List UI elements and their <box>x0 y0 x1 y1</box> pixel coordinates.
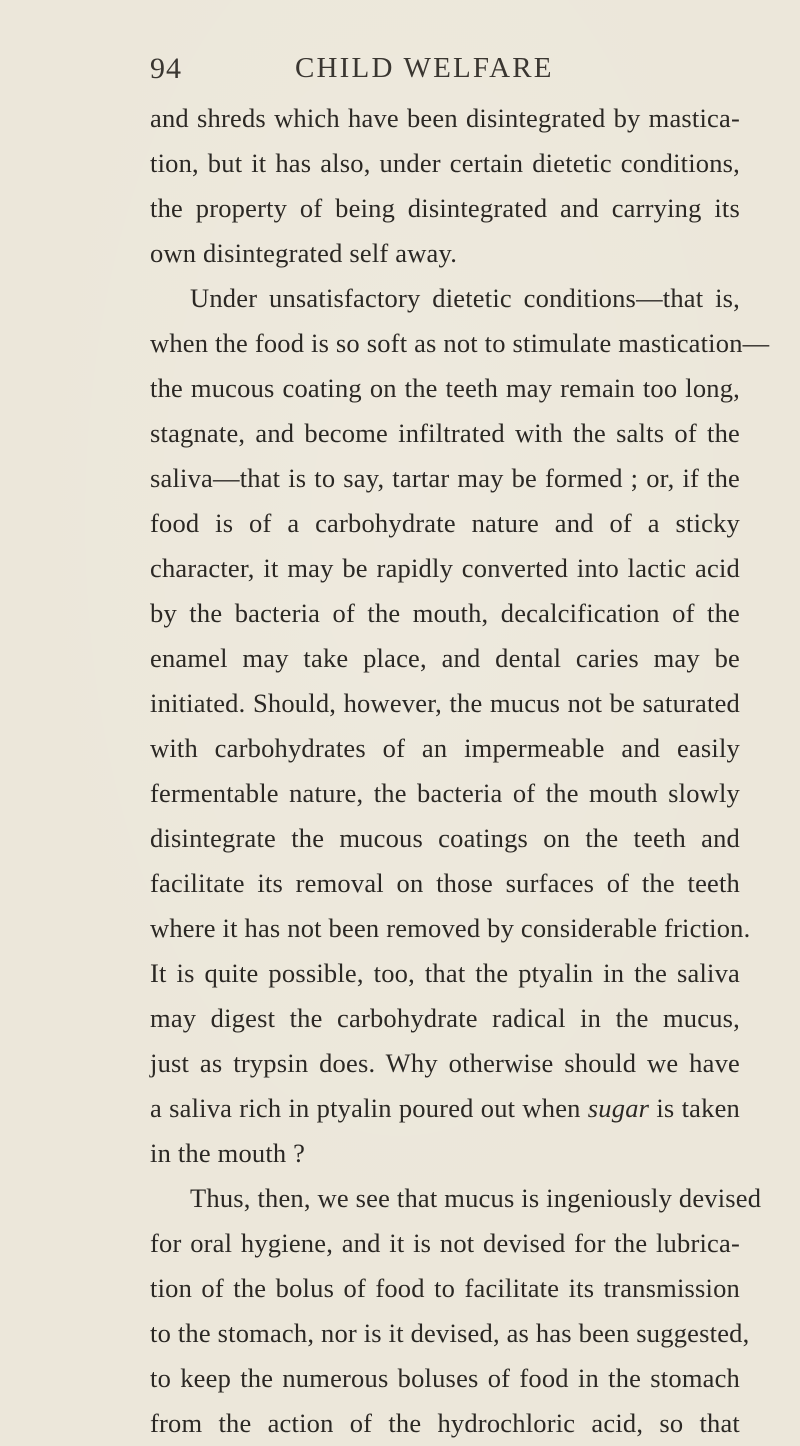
text-line: Under unsatisfactory dietetic conditions—that is, <box>190 283 740 313</box>
text-line: food is of a carbohydrate nature and of a sticky <box>150 508 740 538</box>
text-line: saliva—that is to say, tartar may be formed ; or, if the <box>150 463 740 493</box>
text-line: character, it may be rapidly converted into lactic acid <box>150 553 740 583</box>
text-line: facilitate its removal on those surfaces of the teeth <box>150 868 740 898</box>
text-line: in the mouth ? <box>150 1138 306 1168</box>
text-segment: a saliva rich in ptyalin poured out when <box>150 1093 581 1123</box>
text-line: It is quite possible, too, that the ptyalin in the saliva <box>150 958 740 988</box>
text-line: by the bacteria of the mouth, decalcification of the <box>150 598 740 628</box>
body-text <box>150 96 770 1446</box>
text-line: disintegrate the mucous coatings on the teeth and <box>150 823 740 853</box>
text-line <box>150 1086 740 1131</box>
text-line: to keep the numerous boluses of food in the stomach <box>150 1363 740 1393</box>
running-head: CHILD WELFARE <box>295 52 554 84</box>
italic-word: sugar <box>587 1093 650 1123</box>
text-line: just as trypsin does. Why otherwise should we have <box>150 1048 740 1078</box>
text-line: enamel may take place, and dental caries may be <box>150 643 740 673</box>
text-line: fermentable nature, the bacteria of the mouth slowly <box>150 778 740 808</box>
text-line: and shreds which have been disintegrated by mastica- <box>150 103 740 133</box>
text-line: Thus, then, we see that mucus is ingeniously devised <box>190 1183 762 1213</box>
text-line: tion of the bolus of food to facilitate its transmission <box>150 1273 740 1303</box>
text-line: when the food is so soft as not to stimulate mastication— <box>150 328 770 358</box>
text-line: with carbohydrates of an impermeable and easily <box>150 733 740 763</box>
text-line: tion, but it has also, under certain dietetic conditions, <box>150 148 740 178</box>
text-line: initiated. Should, however, the mucus not be saturated <box>150 688 740 718</box>
text-line: the mucous coating on the teeth may remain too long, <box>150 373 740 403</box>
text-line: to the stomach, nor is it devised, as has been suggested, <box>150 1318 750 1348</box>
text-line: from the action of the hydrochloric acid, so that <box>150 1408 740 1438</box>
text-line: own disintegrated self away. <box>150 238 458 268</box>
text-line: may digest the carbohydrate radical in the mucus, <box>150 1003 740 1033</box>
text-line: for oral hygiene, and it is not devised for the lubrica- <box>150 1228 740 1258</box>
text-line: stagnate, and become infiltrated with the salts of the <box>150 418 740 448</box>
text-line: the property of being disintegrated and carrying its <box>150 193 740 223</box>
page-header <box>150 46 740 94</box>
text-segment: is taken <box>656 1093 740 1123</box>
text-line: where it has not been removed by considerable friction. <box>150 913 751 943</box>
page-number: 94 <box>150 52 182 85</box>
